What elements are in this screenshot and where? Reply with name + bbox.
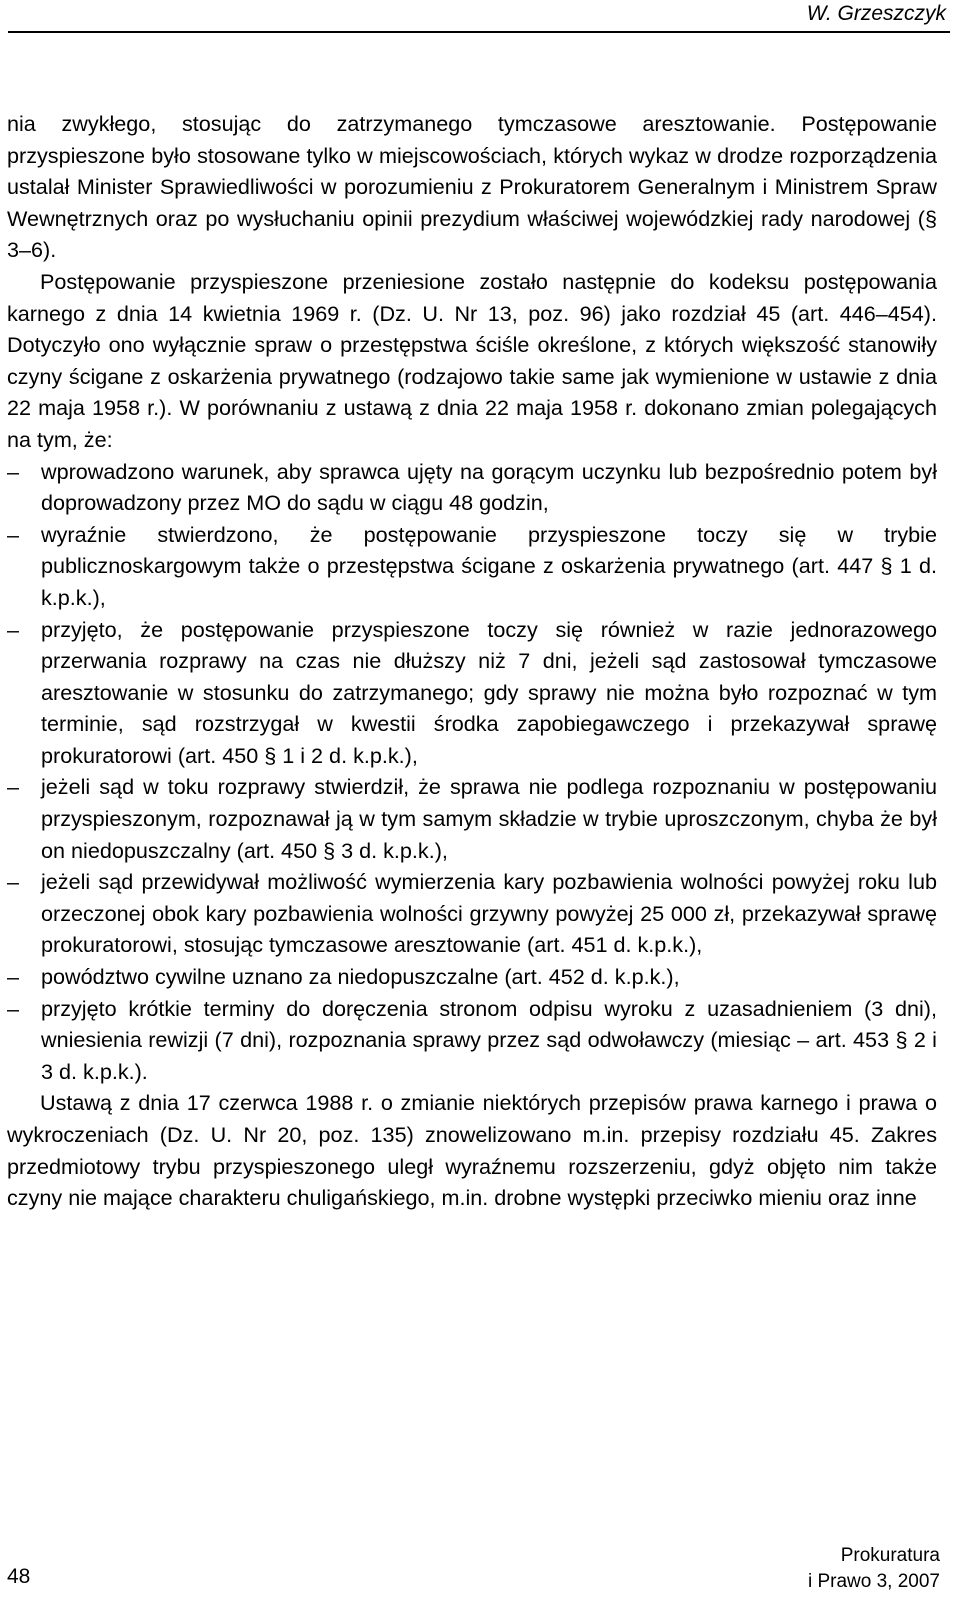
list-dash: –: [7, 774, 20, 800]
list-item: [7, 771, 937, 866]
list-item-text: przyjęto krótkie terminy do doręczenia stronom odpisu wyroku z uzasadnieniem (3 dni), wniesienia rewizji (7 dni), rozpoznania sprawy przez sąd odwoławczy (miesiąc – art. 453 § 2 i 3 d. k.p.k.).: [41, 995, 937, 1084]
list-item-text: wprowadzono warunek, aby sprawca ujęty na gorącym uczynku lub bezpośrednio potem był doprowadzony przez MO do sądu w ciągu 48 godzin,: [41, 458, 937, 516]
list-dash: –: [7, 869, 20, 895]
list-dash: –: [7, 458, 20, 484]
page-header: [8, 0, 950, 33]
list-item-text: jeżeli sąd w toku rozprawy stwierdził, że sprawa nie podlega rozpoznaniu w postępowaniu przyspieszonym, rozpoznawał ją w tym samym składzie w trybie uproszczonym, chyba że był on niedopuszczalny (art. 450 § 3 d. k.p.k.),: [41, 774, 937, 863]
article-body: [7, 108, 937, 1214]
changes-list: [7, 456, 937, 1088]
journal-title: Prokuratura: [840, 1545, 940, 1566]
list-item-text: przyjęto, że postępowanie przyspieszone toczy się również w razie jednorazowego przerwania rozprawy na czas nie dłuższy niż 7 dni, jeżeli sąd zastosował tymczasowe aresztowanie w stosunku do zatrzymanego; gdy sprawy nie można było rozpoznać w tym terminie, sąd rozstrzygał w kwestii środka zapobiegawczego i przekazywał sprawę prokuratorowi (art. 450 § 1 i 2 d. k.p.k.),: [41, 616, 937, 768]
list-item-text: jeżeli sąd przewidywał możliwość wymierzenia kary pozbawienia wolności powyżej roku lub orzeczonej obok kary pozbawienia wolności grzywny powyżej 25 000 zł, przekazywał sprawę prokuratorowi, stosując tymczasowe aresztowanie (art. 451 d. k.p.k.),: [41, 869, 937, 958]
list-item: [7, 456, 937, 519]
list-item: [7, 519, 937, 614]
list-dash: –: [7, 964, 20, 990]
list-dash: –: [7, 616, 20, 642]
list-dash: –: [7, 995, 20, 1021]
paragraph: nia zwykłego, stosując do zatrzymanego tymczasowe aresztowanie. Postępowanie przyspieszone było stosowane tylko w miejscowościach, których wykaz w drodze rozporządzenia ustalał Minister Sprawiedliwości w porozumieniu z Prokuratorem Generalnym i Ministrem Spraw Wewnętrznych oraz po wysłuchaniu opinii prezydium właściwej wojewódzkiej rady narodowej (§ 3–6).: [7, 111, 937, 263]
journal-info: [808, 1543, 940, 1595]
list-item: [7, 614, 937, 772]
paragraph: Ustawą z dnia 17 czerwca 1988 r. o zmianie niektórych przepisów prawa karnego i prawa o wykroczeniach (Dz. U. Nr 20, poz. 135) znowelizowano m.in. przepisy rozdziału 45. Zakres przedmiotowy trybu przyspieszonego uległ wyraźnemu rozszerzeniu, gdyż objęto nim także czyny nie mające charakteru chuligańskiego, m.in. drobne występki przeciwko mieniu oraz inne: [7, 1090, 937, 1211]
header-author: W. Grzeszczyk: [806, 2, 946, 25]
list-item: [7, 961, 937, 993]
list-item: [7, 993, 937, 1088]
list-item-text: wyraźnie stwierdzono, że postępowanie przyspieszone toczy się w trybie publicznoskargowym także o przestępstwa ścigane z oskarżenia prywatnego (art. 447 § 1 d. k.p.k.),: [41, 521, 937, 610]
journal-issue: i Prawo 3, 2007: [807, 1571, 940, 1592]
paragraph: Postępowanie przyspieszone przeniesione zostało następnie do kodeksu postępowania karnego z dnia 14 kwietnia 1969 r. (Dz. U. Nr 13, poz. 96) jako rozdział 45 (art. 446–454). Dotyczyło ono wyłącznie spraw o przestępstwa ściśle określone, z których większość stanowiły czyny ścigane z oskarżenia prywatnego (rodzajowo takie same jak wymienione w ustawie z dnia 22 maja 1958 r.). W porównaniu z ustawą z dnia 22 maja 1958 r. dokonano zmian polegających na tym, że:: [7, 268, 937, 452]
list-item-text: powództwo cywilne uznano za niedopuszczalne (art. 452 d. k.p.k.),: [41, 964, 680, 990]
page-number: 48: [7, 1565, 31, 1588]
list-item: [7, 866, 937, 961]
list-dash: –: [7, 521, 20, 547]
